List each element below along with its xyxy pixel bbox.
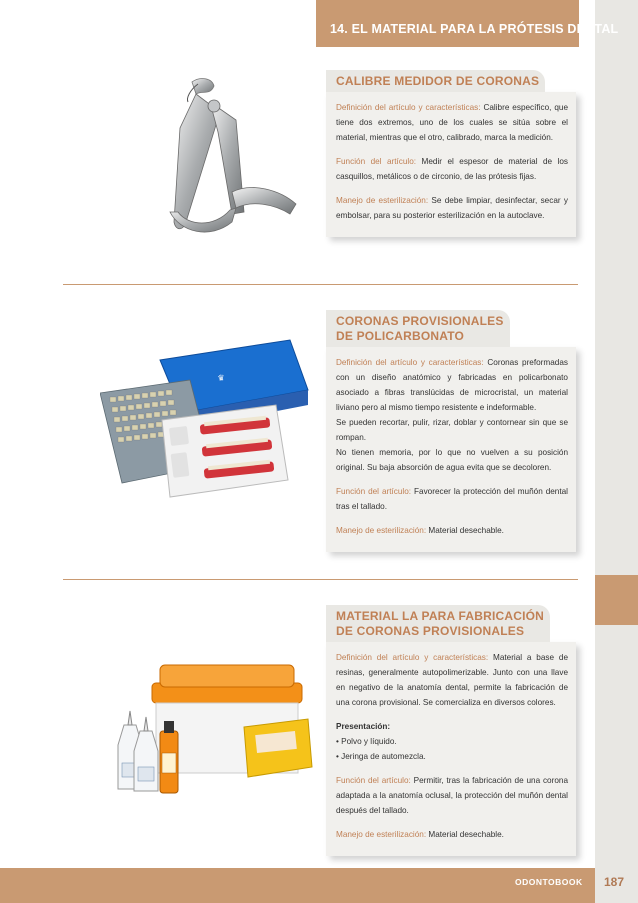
footer-brand: ODONTOBOOK	[515, 877, 583, 887]
svg-text:♛: ♛	[216, 372, 226, 383]
crowns-box-image	[100, 335, 315, 505]
section-body: Definición del artículo y características: Calibre específico, que tiene dos extremos, uno de los cuales se sitúa sobre el material, mientras que el otro, calibrado, marca la medición. Función del artículo: Medir el espesor de material de los casquillos, metálicos o de circonio, de las prótesis fijas. Manejo de esterilización: Se debe limpiar, desinfectar, secar y embolsar, para su posterior esterilización en la autoclave.	[326, 92, 576, 237]
resin-kit-image	[112, 655, 317, 800]
section-divider	[63, 579, 578, 580]
chapter-title: 14. EL MATERIAL PARA LA PRÓTESIS DENTAL	[330, 22, 619, 36]
right-sidebar	[595, 0, 638, 903]
section-title: CALIBRE MEDIDOR DE CORONAS	[326, 70, 545, 92]
footer-bar	[0, 868, 595, 903]
chapter-tab-marker	[595, 575, 638, 625]
section-divider	[63, 284, 578, 285]
page-number: 187	[604, 875, 625, 889]
section-calibre	[326, 70, 576, 237]
section-title: CORONAS PROVISIONALES DE POLICARBONATO	[326, 310, 510, 347]
section-body: Definición del artículo y características: Material a base de resinas, generalmente autopolimerizable. Junto con una llave en negativo de la anatomía dental, permite la fabricación de una corona provisional. Se comercializa en diversos colores. Presentación: • Polvo y líquido. • Jeringa de automezcla. Función del artículo: Permitir, tras la fabricación de una corona adaptada a la anatomía oclusal, la protección del muñón dental después del tallado. Manejo de esterilización: Material desechable.	[326, 642, 576, 856]
section-coronas-policarbonato	[326, 310, 576, 552]
section-body: Definición del artículo y características: Coronas preformadas con un diseño anatómico y fabricadas en policarbonato asociado a fibras translúcidas de microcristal, un material liviano pero al mismo tiempo resistente e indeformable. Se pueden recortar, pulir, rizar, doblar y contornear sin que se rompan. No tienen memoria, por lo que no vuelven a su posición original. Su baja absorción de agua evita que se decoloren. Función del artículo: Favorecer la protección del muñón dental tras el tallado. Manejo de esterilización: Material desechable.	[326, 347, 576, 552]
caliper-image	[140, 72, 320, 247]
section-title: MATERIAL LA PARA FABRICACIÓN DE CORONAS PROVISIONALES	[326, 605, 550, 642]
section-material-coronas	[326, 605, 576, 856]
